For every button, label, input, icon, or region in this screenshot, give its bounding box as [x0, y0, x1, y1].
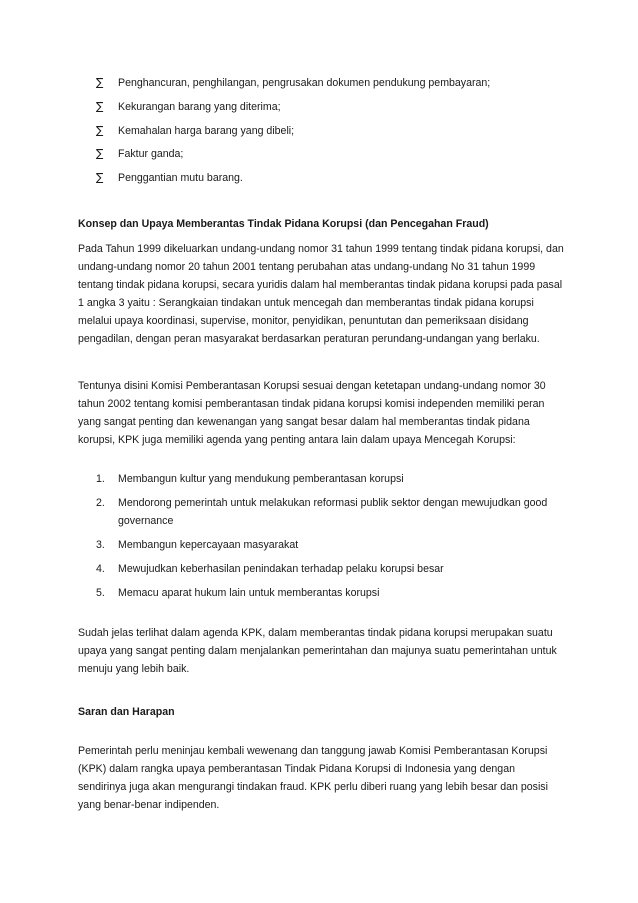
bullet-text: Penghancuran, penghilangan, pengrusakan dokumen pendukung pembayaran;: [118, 77, 491, 89]
section-heading-konsep: Konsep dan Upaya Memberantas Tindak Pidana Korupsi (dan Pencegahan Fraud): [78, 218, 489, 230]
list-text: Membangun kepercayaan masyarakat: [118, 539, 299, 551]
list-item: [96, 470, 566, 488]
paragraph-uu-tipikor: Pada Tahun 1999 dikeluarkan undang-undang nomor 31 tahun 1999 tentang tindak pidana korupsi, dan undang-undang nomor 20 tahun 2001 tentang perubahan atas undang-undang No 31 tahun 1999 tentang tindak pidana korupsi, secara yuridis dalam hal memberantas tindak pidana korupsi pada pasal 1 angka 3 yaitu : Serangkaian tindakan untuk mencegah dan memberantas tindak pidana korupsi melalui upaya koordinasi, supervise, monitor, penyidikan, penuntutan dan pemeriksaan disidang pengadilan, dengan peran masyarakat berdasarkan peraturan perundang-undangan yang berlaku.: [78, 243, 564, 345]
list-item: [96, 494, 566, 530]
list-text: Membangun kultur yang mendukung pemberantasan korupsi: [118, 473, 404, 485]
bullet-item: [96, 145, 576, 169]
sigma-bullet-icon: ∑: [96, 99, 104, 113]
bullet-text: Penggantian mutu barang.: [118, 172, 243, 185]
bullet-item: [96, 122, 576, 146]
bullet-item: [96, 169, 576, 193]
bullet-text: Kemahalan harga barang yang dibeli;: [118, 124, 295, 137]
bullet-text: Kekurangan barang yang diterima;: [118, 100, 281, 113]
paragraph-kpk-agenda: Tentunya disini Komisi Pemberantasan Korupsi sesuai dengan ketetapan undang-undang nomor 30 tahun 2002 tentang komisi pemberantasan tindak pidana korupsi komisi independen memiliki peran yang sangat penting dan kewenangan yang sangat besar dalam hal memberantas tindak pidana korupsi, KPK juga memiliki agenda yang penting antara lain dalam upaya Mencegah Korupsi:: [78, 380, 546, 446]
kpk-agenda-list: [96, 470, 566, 608]
fraud-bullet-list: [96, 74, 576, 193]
list-number: 3.: [96, 539, 105, 551]
list-text: Mewujudkan keberhasilan penindakan terhadap pelaku korupsi besar: [118, 563, 444, 575]
list-number: 1.: [96, 473, 105, 485]
list-item: [96, 560, 566, 578]
paragraph-saran: Pemerintah perlu meninjau kembali wewenang dan tanggung jawab Komisi Pemberantasan Korupsi (KPK) dalam rangka upaya pemberantasan Tindak Pidana Korupsi di Indonesia yang dengan sendirinya juga akan mengurangi tindakan fraud. KPK perlu diberi ruang yang lebih besar dan posisi yang benar-benar indipenden.: [78, 745, 548, 811]
list-number: 2.: [96, 497, 105, 509]
sigma-bullet-icon: ∑: [96, 76, 104, 89]
bullet-item: [96, 74, 576, 98]
list-item: [96, 536, 566, 554]
list-number: 4.: [96, 563, 105, 575]
section-heading-saran: Saran dan Harapan: [78, 706, 175, 718]
paragraph-conclusion: Sudah jelas terlihat dalam agenda KPK, dalam memberantas tindak pidana korupsi merupakan suatu upaya yang sangat penting dalam menjalankan pemerintahan dan majunya suatu pemerintahan untuk menuju yang lebih baik.: [78, 627, 557, 675]
sigma-bullet-icon: ∑: [96, 123, 104, 137]
sigma-bullet-icon: ∑: [96, 171, 104, 185]
list-item: [96, 584, 566, 602]
list-text: Mendorong pemerintah untuk melakukan reformasi publik sektor dengan mewujudkan good governance: [118, 497, 548, 527]
sigma-bullet-icon: ∑: [96, 147, 104, 161]
list-text: Memacu aparat hukum lain untuk memberantas korupsi: [118, 587, 380, 599]
bullet-item: [96, 98, 576, 122]
bullet-text: Faktur ganda;: [118, 148, 184, 161]
list-number: 5.: [96, 587, 105, 599]
